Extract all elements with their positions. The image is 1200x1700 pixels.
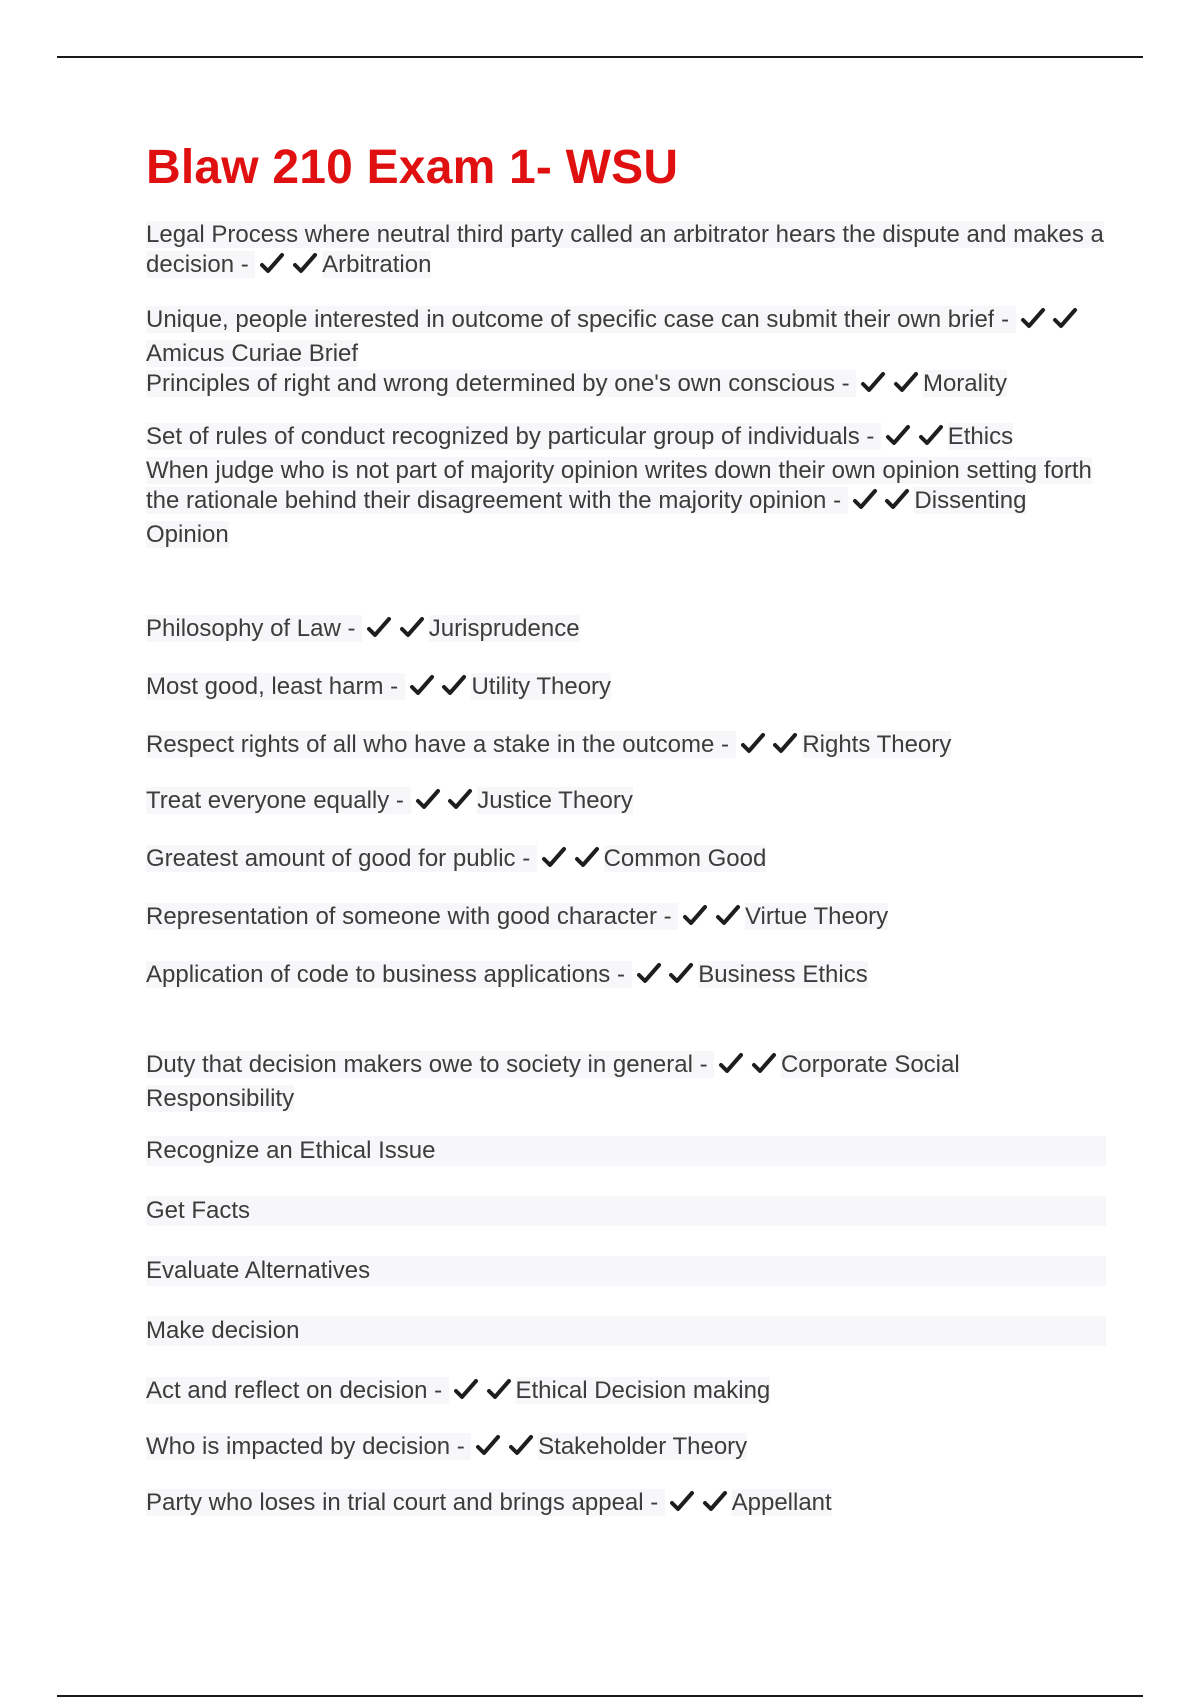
flashcard xyxy=(146,614,1106,648)
flashcard-question: Evaluate Alternatives xyxy=(146,1256,1106,1286)
checkmark-icon xyxy=(366,616,392,640)
checkmark-icon xyxy=(447,788,473,812)
flashcard-question: Principles of right and wrong determined by one's own conscious xyxy=(146,370,835,397)
flashcard-answer: Jurisprudence xyxy=(428,615,580,642)
separator: - xyxy=(383,673,405,700)
double-checkmark-icon xyxy=(885,424,944,456)
separator: - xyxy=(427,1377,449,1404)
double-checkmark-icon xyxy=(475,1434,534,1466)
double-checkmark-icon xyxy=(682,904,741,936)
checkmark-icon xyxy=(740,732,766,756)
flashcard xyxy=(146,902,1106,936)
flashcard-question: Most good, least harm xyxy=(146,673,384,700)
flashcard-answer: Virtue Theory xyxy=(744,903,889,930)
flashcard-answer: Rights Theory xyxy=(802,731,952,758)
flashcard-list xyxy=(146,220,1106,1522)
flashcard-question: Get Facts xyxy=(146,1196,1106,1226)
double-checkmark-icon xyxy=(636,962,695,994)
top-rule xyxy=(57,56,1143,58)
checkmark-icon xyxy=(453,1378,479,1402)
flashcard xyxy=(146,1050,1106,1114)
checkmark-icon xyxy=(259,252,285,276)
checkmark-icon xyxy=(409,674,435,698)
checkmark-icon xyxy=(508,1434,534,1458)
checkmark-icon xyxy=(715,904,741,928)
flashcard xyxy=(146,730,1106,764)
flashcard-answer: Amicus Curiae Brief xyxy=(146,340,359,367)
document-body xyxy=(146,140,1106,1522)
flashcard-answer: Appellant xyxy=(731,1489,832,1516)
checkmark-icon xyxy=(668,962,694,986)
separator: - xyxy=(994,306,1016,333)
flashcard-question: Set of rules of conduct recognized by particular group of individuals xyxy=(146,423,860,450)
flashcard-answer: Arbitration xyxy=(322,251,432,278)
double-checkmark-icon xyxy=(718,1052,777,1084)
flashcard-question: Application of code to business applications xyxy=(146,961,611,988)
double-checkmark-icon xyxy=(541,846,600,878)
flashcard-answer: Business Ethics xyxy=(698,961,868,988)
flashcard-question: Greatest amount of good for public xyxy=(146,845,516,872)
checkmark-icon xyxy=(718,1052,744,1076)
flashcard-question: Make decision xyxy=(146,1316,1106,1346)
flashcard-question: Legal Process where neutral third party called an arbitrator hears the dispute and makes a decision xyxy=(146,221,1104,278)
flashcard-answer: Dissenting Opinion xyxy=(146,487,1027,548)
double-checkmark-icon xyxy=(1020,307,1079,339)
checkmark-icon xyxy=(751,1052,777,1076)
checkmark-icon xyxy=(292,252,318,276)
flashcard-answer: Stakeholder Theory xyxy=(538,1433,748,1460)
flashcard-answer: Utility Theory xyxy=(471,673,612,700)
checkmark-icon xyxy=(574,846,600,870)
flashcard-question: Unique, people interested in outcome of specific case can submit their own brief xyxy=(146,306,995,333)
flashcard-question: Respect rights of all who have a stake in the outcome xyxy=(146,731,715,758)
separator: - xyxy=(340,615,363,642)
checkmark-icon xyxy=(893,371,919,395)
flashcard-question: When judge who is not part of majority opinion writes down their own opinion setting forth the rationale behind their disagreement with the majority opinion xyxy=(146,457,1092,514)
checkmark-icon xyxy=(486,1378,512,1402)
flashcard xyxy=(146,844,1106,878)
flashcard-question: Act and reflect on decision xyxy=(146,1377,428,1404)
double-checkmark-icon xyxy=(860,371,919,403)
flashcard xyxy=(146,305,1106,369)
separator: - xyxy=(389,787,411,814)
separator: - xyxy=(656,903,679,930)
flashcard-question: Duty that decision makers owe to society in general xyxy=(146,1051,693,1078)
checkmark-icon xyxy=(441,674,467,698)
flashcard xyxy=(146,456,1106,550)
checkmark-icon xyxy=(682,904,708,928)
separator: - xyxy=(234,251,256,278)
separator: - xyxy=(515,845,537,872)
flashcard-question: Who is impacted by decision xyxy=(146,1433,451,1460)
flashcard-question: Recognize an Ethical Issue xyxy=(146,1136,1106,1166)
flashcard-answer: Corporate Social Responsibility xyxy=(146,1051,960,1112)
double-checkmark-icon xyxy=(415,788,474,820)
checkmark-icon xyxy=(1052,307,1078,331)
checkmark-icon xyxy=(541,846,567,870)
separator: - xyxy=(692,1051,715,1078)
flashcard xyxy=(146,960,1106,994)
flashcard-answer: Morality xyxy=(922,370,1007,397)
flashcard xyxy=(146,672,1106,706)
flashcard-question: Philosophy of Law xyxy=(146,615,341,642)
checkmark-icon xyxy=(669,1490,695,1514)
double-checkmark-icon xyxy=(259,252,318,284)
separator: - xyxy=(834,370,857,397)
flashcard xyxy=(146,1488,1106,1522)
flashcard xyxy=(146,786,1106,820)
flashcard-question: Representation of someone with good character xyxy=(146,903,657,930)
double-checkmark-icon xyxy=(409,674,468,706)
page-title: Blaw 210 Exam 1- WSU xyxy=(146,141,679,194)
double-checkmark-icon xyxy=(740,732,799,764)
checkmark-icon xyxy=(475,1434,501,1458)
separator: - xyxy=(450,1433,472,1460)
double-checkmark-icon xyxy=(852,488,911,520)
checkmark-icon xyxy=(860,371,886,395)
flashcard xyxy=(146,422,1106,456)
double-checkmark-icon xyxy=(669,1490,728,1522)
separator: - xyxy=(610,961,632,988)
flashcard xyxy=(146,369,1106,403)
bottom-rule xyxy=(57,1695,1143,1697)
checkmark-icon xyxy=(702,1490,728,1514)
separator: - xyxy=(826,487,848,514)
flashcard xyxy=(146,1136,1106,1410)
checkmark-icon xyxy=(884,488,910,512)
checkmark-icon xyxy=(772,732,798,756)
checkmark-icon xyxy=(885,424,911,448)
separator: - xyxy=(859,423,882,450)
flashcard xyxy=(146,220,1106,284)
double-checkmark-icon xyxy=(366,616,425,648)
flashcard-question: Party who loses in trial court and brings appeal xyxy=(146,1489,644,1516)
flashcard-answer: Ethics xyxy=(947,423,1014,450)
checkmark-icon xyxy=(415,788,441,812)
checkmark-icon xyxy=(918,424,944,448)
checkmark-icon xyxy=(1020,307,1046,331)
separator: - xyxy=(643,1489,665,1516)
flashcard xyxy=(146,1432,1106,1466)
flashcard-answer: Ethical Decision making xyxy=(515,1377,771,1404)
checkmark-icon xyxy=(636,962,662,986)
flashcard-answer: Justice Theory xyxy=(477,787,633,814)
double-checkmark-icon xyxy=(453,1378,512,1410)
checkmark-icon xyxy=(399,616,425,640)
checkmark-icon xyxy=(852,488,878,512)
flashcard-answer: Common Good xyxy=(603,845,767,872)
separator: - xyxy=(714,731,736,758)
flashcard-question: Treat everyone equally xyxy=(146,787,390,814)
